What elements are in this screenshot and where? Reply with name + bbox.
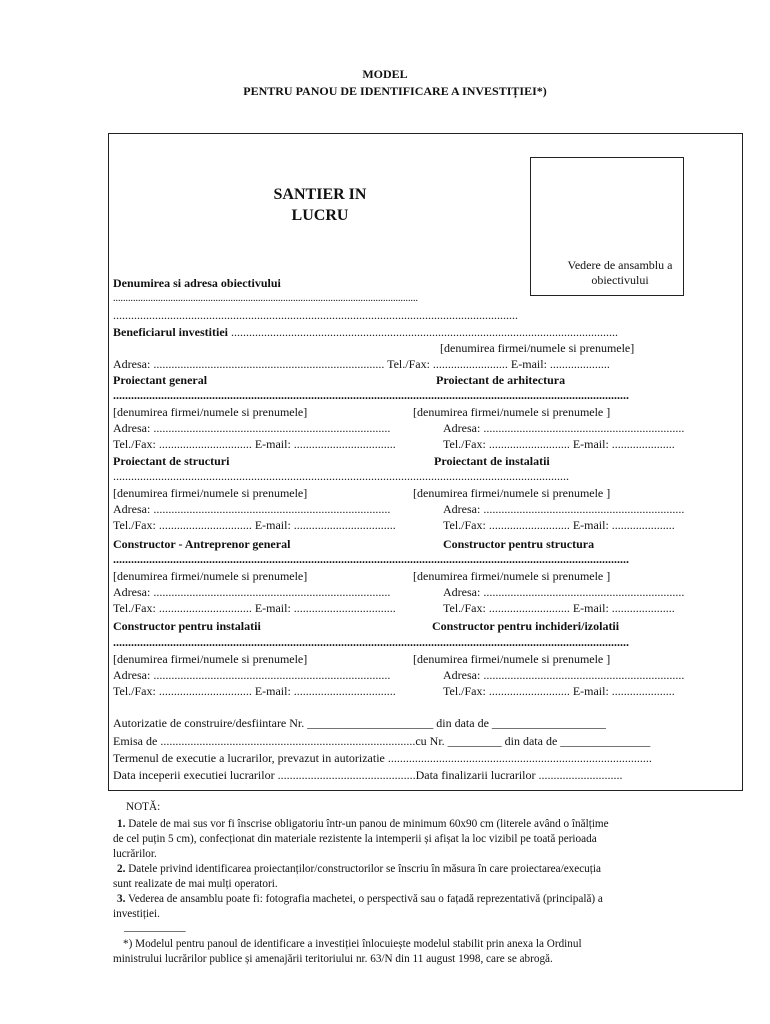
section2-left-address: Adresa: ...............................................................................: [113, 502, 391, 516]
section2-right-address: Adresa: ...................................................................: [443, 502, 685, 516]
section1-left-name: [denumirea firmei/numele si prenumele]: [113, 405, 308, 419]
beneficiary-dots: .................................................................................................................................: [227, 325, 618, 339]
object-dots-line1: ..........................................................................................................................: [113, 293, 418, 304]
note2-line1: 2. Datele privind identificarea proiectanților/constructorilor se înscriu în măsura în care proiectarea/execuția: [117, 863, 601, 875]
section3-right-title: Constructor pentru structura: [443, 537, 595, 551]
section4-left-name: [denumirea firmei/numele si prenumele]: [113, 652, 308, 666]
section1-right-contact: Tel./Fax: ........................... E-mail: .....................: [443, 437, 675, 451]
section4-right-name: [denumirea firmei/numele si prenumele ]: [413, 652, 611, 666]
section3-right-address: Adresa: ...................................................................: [443, 585, 685, 599]
footnote-line2: ministrului lucrărilor publice și amenajării teritoriului nr. 63/N din 11 august 1998, care se abrogă.: [113, 953, 553, 965]
picture-caption-line1: Vedere de ansamblu a: [567, 258, 673, 272]
note3-line1: 3. Vederea de ansamblu poate fi: fotografia machetei, o perspectivă sau o fațadă reprezentativă (principală) a: [117, 893, 603, 905]
execution-term-line: Termenul de executie a lucrarilor, prevazut in autorizatie ........................................................................................: [113, 751, 652, 765]
beneficiary-label: Beneficiarul investitiei: [113, 325, 228, 339]
note2-line2: sunt realizate de mai mulți operatori.: [113, 878, 278, 890]
section3-left-title: Constructor - Antreprenor general: [113, 537, 291, 551]
note1-text: 1. Datele de mai sus vor fi înscrise obligatoriu într-un panou de minimum 60x90 cm (literele având o înălțime: [117, 818, 609, 830]
beneficiary-name-hint: [denumirea firmei/numele si prenumele]: [440, 341, 635, 355]
section2-right-name: [denumirea firmei/numele si prenumele ]: [413, 486, 611, 500]
beneficiary-contact: Adresa: ............................................................................. Tel./Fax: ......................... E-mail: ....................: [113, 357, 610, 371]
section4-left-contact: Tel./Fax: ............................... E-mail: ..................................: [113, 684, 396, 698]
beneficiary-row: [113, 325, 735, 339]
object-label: Denumirea si adresa obiectivului: [113, 276, 281, 290]
panel-heading-line1: SANTIER IN: [273, 186, 367, 203]
section1-left-contact: Tel./Fax: ............................... E-mail: ..................................: [113, 437, 396, 451]
footnote-rule: ___________: [124, 921, 186, 933]
section2-right-title: Proiectant de instalatii: [434, 454, 550, 468]
section1-left-title: Proiectant general: [113, 373, 208, 387]
document-subtitle: PENTRU PANOU DE IDENTIFICARE A INVESTIȚIEI*): [243, 84, 547, 98]
section1-separator: ............................................................................................................................................................................: [113, 388, 629, 402]
section3-left-name: [denumirea firmei/numele si prenumele]: [113, 569, 308, 583]
section3-left-contact: Tel./Fax: ............................... E-mail: ..................................: [113, 601, 396, 615]
issued-by-line: Emisa de .....................................................................................cu Nr. _________ din data de _______________: [113, 734, 651, 748]
section4-left-title: Constructor pentru instalatii: [113, 619, 261, 633]
section1-right-name: [denumirea firmei/numele si prenumele ]: [413, 405, 611, 419]
section3-separator: ............................................................................................................................................................................: [113, 552, 629, 566]
document-title: MODEL: [362, 67, 408, 81]
section1-left-address: Adresa: ...............................................................................: [113, 421, 391, 435]
section2-left-title: Proiectant de structuri: [113, 454, 230, 468]
section2-left-name: [denumirea firmei/numele si prenumele]: [113, 486, 308, 500]
section3-right-name: [denumirea firmei/numele si prenumele ]: [413, 569, 611, 583]
section1-right-title: Proiectant de arhitectura: [436, 373, 566, 387]
object-dots-line2: .......................................................................................................................................: [113, 308, 518, 322]
section4-separator: ............................................................................................................................................................................: [113, 635, 629, 649]
section3-left-address: Adresa: ...............................................................................: [113, 585, 391, 599]
note1-line3: lucrărilor.: [113, 848, 157, 860]
section4-right-title: Constructor pentru inchideri/izolatii: [432, 619, 620, 633]
section4-right-contact: Tel./Fax: ........................... E-mail: .....................: [443, 684, 675, 698]
section4-left-address: Adresa: ...............................................................................: [113, 668, 391, 682]
section3-right-contact: Tel./Fax: ........................... E-mail: .....................: [443, 601, 675, 615]
authorization-line: Autorizatie de construire/desfiintare Nr. _____________________ din data de ___________________: [113, 716, 606, 730]
panel-heading-line2: LUCRU: [291, 207, 349, 224]
section1-right-address: Adresa: ...................................................................: [443, 421, 685, 435]
section2-right-contact: Tel./Fax: ........................... E-mail: .....................: [443, 518, 675, 532]
footnote-line1: *) Modelul pentru panoul de identificare a investiției înlocuiește modelul stabilit prin anexa la Ordinul: [123, 938, 582, 950]
section2-separator: ........................................................................................................................................................: [113, 469, 569, 483]
section4-right-address: Adresa: ...................................................................: [443, 668, 685, 682]
note-title: NOTĂ:: [126, 801, 161, 813]
execution-dates-line: Data inceperii executiei lucrarilor ..............................................Data finalizarii lucrarilor ............................: [113, 768, 623, 782]
note1-line1: [117, 818, 609, 831]
section2-left-contact: Tel./Fax: ............................... E-mail: ..................................: [113, 518, 396, 532]
picture-caption-line2: obiectivului: [591, 273, 649, 287]
note3-line2: investiției.: [113, 908, 160, 920]
note1-line2: de cel puțin 5 cm), confecționat din materiale rezistente la intemperii și afișat la loc vizibil pe toată perioada: [113, 833, 597, 845]
